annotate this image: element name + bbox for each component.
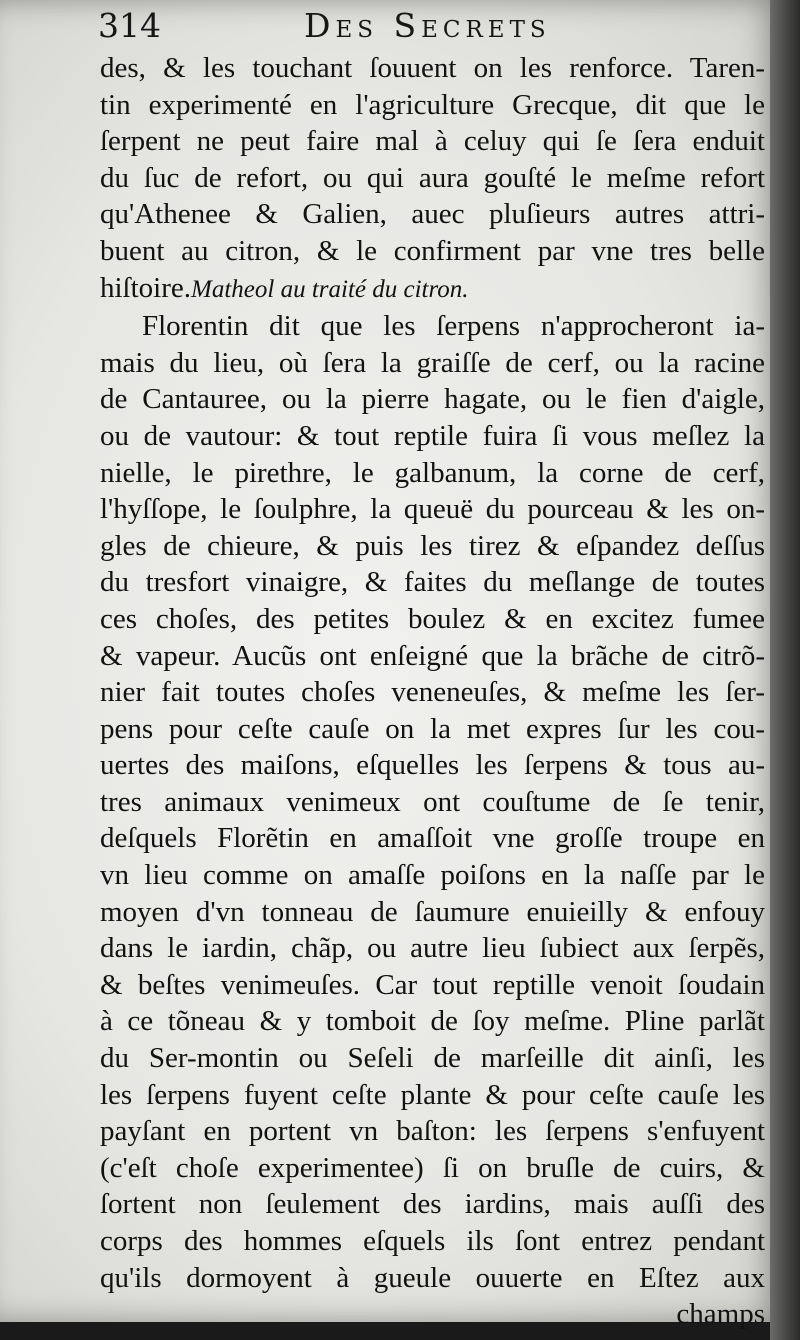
paragraph-2: [100, 308, 765, 1333]
text-line: à ce tõneau & y tomboit de ſoy meſme. Pline parlãt: [100, 1005, 765, 1038]
text-line: l'hyſſope, le ſoulphre, la queuë du pourceau & les on-: [100, 493, 765, 526]
text-line: les ſerpens fuyent ceſte plante & pour ceſte cauſe les: [100, 1078, 765, 1111]
body-text: [100, 50, 765, 1333]
text-line: du tresfort vinaigre, & faites du meſlange de toutes: [100, 566, 765, 599]
text-line: de Cantauree, ou la pierre hagate, ou le fien d'aigle,: [100, 383, 765, 416]
text-line: mais du lieu, où ſera la graiſſe de cerf, ou la racine: [100, 346, 765, 379]
paragraph-1: [100, 50, 765, 308]
running-head: [98, 6, 618, 46]
text-line: tres animaux venimeux ont couſtume de ſe tenir,: [100, 785, 765, 818]
text-fragment: hiſtoire.: [100, 271, 192, 304]
text-line: deſquels Florẽtin en amaſſoit vne groſſe troupe en: [100, 822, 765, 855]
text-line: dans le iardin, chãp, ou autre lieu ſubiect aux ſerpẽs,: [100, 932, 765, 965]
text-line: pens pour ceſte cauſe on la met expres ſur les cou-: [100, 712, 765, 745]
text-line: gles de chieure, & puis les tirez & eſpandez deſſus: [100, 529, 765, 562]
text-line: buent au citron, & le confirment par vne tres belle: [100, 234, 765, 267]
text-line: du ſuc de refort, ou qui aura gouſté le meſme refort: [100, 161, 765, 194]
text-line: des, & les touchant ſouuent on les renforce. Taren-: [100, 52, 765, 84]
text-line: tin experimenté en l'agriculture Grecque, dit que le: [100, 88, 765, 121]
text-line: du Ser-montin ou Seſeli de marſeille dit ainſi, les: [100, 1042, 765, 1075]
text-line: Florentin dit que les ſerpens n'approcheront ia-: [142, 310, 765, 343]
catchword: champs: [676, 1298, 765, 1331]
page-number: 314: [98, 6, 161, 45]
text-line: ſortent non ſeulement des iardins, mais auſſi des: [100, 1188, 765, 1221]
text-line: payſant en portent vn baſton: les ſerpens s'enfuyent: [100, 1115, 765, 1148]
text-line: & vapeur. Aucũs ont enſeigné que la brãche de citrõ-: [100, 639, 765, 672]
text-line: nielle, le pirethre, le galbanum, la corne de cerf,: [100, 456, 765, 489]
text-line: ſerpent ne peut faire mal à celuy qui ſe ſera enduit: [100, 125, 765, 158]
text-line: corps des hommes eſquels ils ſont entrez pendant: [100, 1225, 765, 1257]
text-line: moyen d'vn tonneau de ſaumure enuieilly & enfouy: [100, 895, 765, 928]
text-line: ou de vautour: & tout reptile fuira ſi vous meſlez la: [100, 419, 765, 452]
running-title: Des Secrets: [304, 6, 551, 45]
book-gutter: [770, 0, 800, 1340]
text-line: nier fait toutes choſes veneneuſes, & meſme les ſer-: [100, 676, 765, 709]
text-line: vn lieu comme on amaſſe poiſons en la naſſe par le: [100, 859, 765, 892]
text-line: [100, 270, 765, 309]
text-line: uertes des maiſons, eſquelles les ſerpens & tous au-: [100, 749, 765, 782]
text-line: ces choſes, des petites boulez & en excitez fumee: [100, 602, 765, 635]
text-line: (c'eſt choſe experimentee) ſi on bruſle de cuirs, &: [100, 1151, 765, 1184]
text-line: qu'Athenee & Galien, auec pluſieurs autres attri-: [100, 198, 765, 231]
marginal-note: Matheol au traité du citron.: [191, 275, 469, 303]
text-line: qu'ils dormoyent à gueule ouuerte en Eſtez aux: [100, 1261, 765, 1294]
text-line: & beſtes venimeuſes. Car tout reptille venoit ſoudain: [100, 968, 765, 1001]
